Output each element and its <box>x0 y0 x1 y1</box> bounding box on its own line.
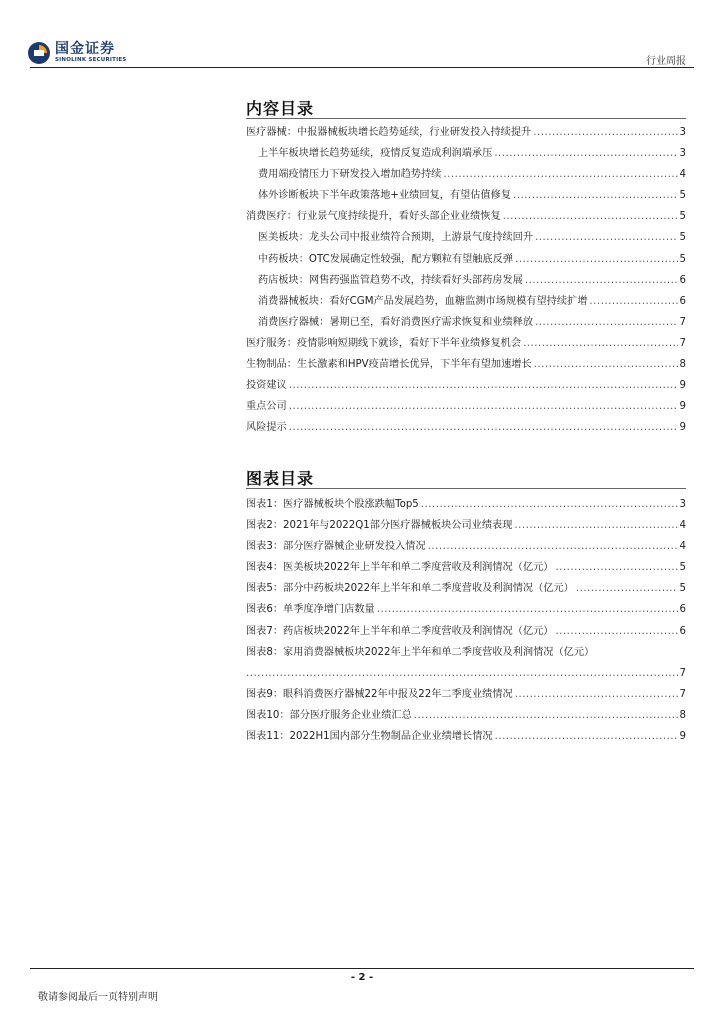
figure-entry[interactable] <box>246 515 686 536</box>
toc-entry-page: 5 <box>679 253 686 265</box>
toc-entry[interactable] <box>246 206 686 227</box>
dot-leader <box>377 599 678 620</box>
figure-entry-page: 4 <box>679 520 686 532</box>
figure-entry-text: 图表2：2021年与2022Q1部分医疗器械板块公司业绩表现 <box>246 520 513 532</box>
dot-leader <box>289 396 678 417</box>
toc-entry[interactable] <box>246 333 686 354</box>
figure-entry[interactable] <box>246 684 686 705</box>
toc-entry[interactable] <box>246 417 686 438</box>
toc-entry[interactable] <box>246 270 686 291</box>
toc-entry-page: 6 <box>679 274 686 286</box>
figure-entry[interactable] <box>246 599 686 620</box>
toc-entry-text: 医美板块：龙头公司中报业绩符合预期，上游景气度持续回升 <box>258 232 534 244</box>
figure-entry[interactable] <box>246 557 686 578</box>
figure-entry-page: 9 <box>679 731 686 743</box>
figure-entry-page: 4 <box>679 541 686 553</box>
figure-entry-text: 图表9：眼科消费医疗器械22年中报及22年二季度业绩情况 <box>246 688 513 700</box>
toc-entry-text: 风险提示 <box>246 422 287 434</box>
figure-entry[interactable] <box>246 621 686 642</box>
figures-title: 图表目录 <box>246 469 315 488</box>
dot-leader <box>534 354 678 375</box>
figure-entry[interactable] <box>246 578 686 599</box>
figure-entry-page: 7 <box>679 688 686 700</box>
footer-disclaimer: 敬请参阅最后一页特别声明 <box>38 992 158 1003</box>
dot-leader <box>495 726 678 747</box>
figure-entry-page: 8 <box>679 709 686 721</box>
toc-entry-text: 消费器械板块：看好CGM产品发展趋势，血糖监测市场规模有望持续扩增 <box>258 295 588 307</box>
dot-leader <box>289 417 678 438</box>
toc-entry-page: 3 <box>679 148 686 160</box>
toc-entry[interactable] <box>246 227 686 248</box>
figure-entry-page: 5 <box>679 583 686 595</box>
figure-entry-text: 图表3：部分医疗器械企业研发投入情况 <box>246 541 426 553</box>
toc-entry-page: 3 <box>679 127 686 138</box>
figure-entry-page: 6 <box>679 604 686 616</box>
dot-leader <box>555 557 677 578</box>
toc-entry-text: 医疗器械：中报器械板块增长趋势延续，行业研发投入持续提升 <box>246 127 532 138</box>
toc-entry-page: 9 <box>679 380 686 392</box>
dot-leader <box>535 312 677 333</box>
dot-leader <box>535 227 677 248</box>
dot-leader <box>289 375 678 396</box>
figure-entry-page: 5 <box>679 562 686 574</box>
logo-chinese-name: 国金证券 <box>55 41 115 58</box>
figure-entry-text: 图表6：单季度净增门店数量 <box>246 604 375 616</box>
dot-leader <box>576 578 678 599</box>
figure-entry[interactable] <box>246 494 686 515</box>
dot-leader <box>494 143 677 164</box>
dot-leader <box>589 291 677 312</box>
toc-entry-page: 5 <box>679 211 686 223</box>
dot-leader <box>525 270 678 291</box>
figure-entry-text: 图表8：家用消费器械板块2022年上半年和单二季度营收及利润情况（亿元） <box>246 646 595 658</box>
dot-leader <box>515 249 677 270</box>
toc-entry-text: 上半年板块增长趋势延续，疫情反复造成利润端承压 <box>258 148 493 160</box>
logo-english-name: SINOLINK SECURITIES <box>55 57 127 64</box>
figure-entry-text: 图表4：医美板块2022年上半年和单二季度营收及利润情况（亿元） <box>246 562 554 574</box>
dot-leader <box>421 494 678 515</box>
sinolink-logo-icon <box>27 41 51 65</box>
footer-divider <box>30 968 694 969</box>
toc-entry[interactable] <box>246 354 686 375</box>
dot-leader <box>514 515 677 536</box>
figure-entry-page: 7 <box>679 667 686 679</box>
toc-entry-text: 中药板块：OTC发展确定性较强，配方颗粒有望触底反弹 <box>258 253 514 265</box>
toc-entry[interactable] <box>246 291 686 312</box>
dot-leader <box>443 164 677 185</box>
dot-leader <box>414 705 678 726</box>
figure-entry-text: 图表7：药店板块2022年上半年和单二季度营收及利润情况（亿元） <box>246 625 554 637</box>
toc-entry-page: 8 <box>679 359 686 371</box>
toc-entry-text: 费用端疫情压力下研发投入增加趋势持续 <box>258 169 442 181</box>
toc-entry-text: 消费医疗器械：暑期已至，看好消费医疗需求恢复和业绩释放 <box>258 316 534 328</box>
dot-leader <box>246 663 680 684</box>
figures-list <box>246 494 686 747</box>
toc-entry-page: 7 <box>679 316 686 328</box>
toc-entry[interactable] <box>246 249 686 270</box>
dot-leader <box>523 333 677 354</box>
contents-title: 内容目录 <box>246 99 315 118</box>
toc-entry-text: 重点公司 <box>246 401 287 413</box>
figure-entry[interactable] <box>246 536 686 557</box>
contents-list <box>246 122 686 438</box>
header-divider <box>30 67 694 68</box>
toc-entry-page: 6 <box>679 295 686 307</box>
figure-entry-text: 图表10：部分医疗服务企业业绩汇总 <box>246 709 412 721</box>
toc-entry[interactable] <box>246 312 686 333</box>
toc-entry[interactable] <box>246 164 686 185</box>
dot-leader <box>515 684 678 705</box>
toc-entry-text: 医疗服务：疫情影响短期线下就诊，看好下半年业绩修复机会 <box>246 337 522 349</box>
figures-title-divider <box>246 488 686 489</box>
report-type-label: 行业周报 <box>646 56 686 67</box>
toc-entry-text: 投资建议 <box>246 380 287 392</box>
figure-entry[interactable] <box>246 705 686 726</box>
page-number: - 2 - <box>350 972 374 983</box>
toc-entry[interactable] <box>246 375 686 396</box>
page-header <box>0 0 724 72</box>
dot-leader <box>428 536 678 557</box>
dot-leader <box>513 185 677 206</box>
toc-entry-page: 5 <box>679 232 686 244</box>
figure-entry[interactable] <box>246 726 686 747</box>
toc-entry-text: 药店板块：网售药强监管趋势不改，持续看好头部药房发展 <box>258 274 523 286</box>
contents-title-divider <box>246 118 686 119</box>
dot-leader <box>533 122 677 143</box>
toc-entry[interactable] <box>246 122 686 143</box>
figure-entry-text: 图表11：2022H1国内部分生物制品企业业绩增长情况 <box>246 731 493 743</box>
figure-entry-text: 图表1：医疗器械板块个股涨跌幅Top5 <box>246 499 419 510</box>
figure-entry-page: 6 <box>679 625 686 637</box>
company-logo <box>27 41 126 65</box>
toc-entry-text: 消费医疗：行业景气度持续提升，看好头部企业业绩恢复 <box>246 211 501 223</box>
toc-entry-page: 7 <box>679 337 686 349</box>
toc-entry[interactable] <box>246 143 686 164</box>
toc-entry-page: 5 <box>679 190 686 202</box>
toc-entry-page: 9 <box>679 422 686 434</box>
dot-leader <box>555 621 677 642</box>
toc-entry[interactable] <box>246 185 686 206</box>
toc-entry-page: 9 <box>679 401 686 413</box>
toc-entry-page: 4 <box>679 169 686 181</box>
figure-entry[interactable] <box>246 642 686 684</box>
toc-entry-text: 体外诊断板块下半年政策落地+业绩回复，有望估值修复 <box>258 190 512 202</box>
dot-leader <box>503 206 678 227</box>
toc-entry[interactable] <box>246 396 686 417</box>
figure-entry-page: 3 <box>679 499 686 510</box>
toc-entry-text: 生物制品：生长激素和HPV疫苗增长优异，下半年有望加速增长 <box>246 359 532 371</box>
figure-entry-text: 图表5：部分中药板块2022年上半年和单二季度营收及利润情况（亿元） <box>246 583 574 595</box>
